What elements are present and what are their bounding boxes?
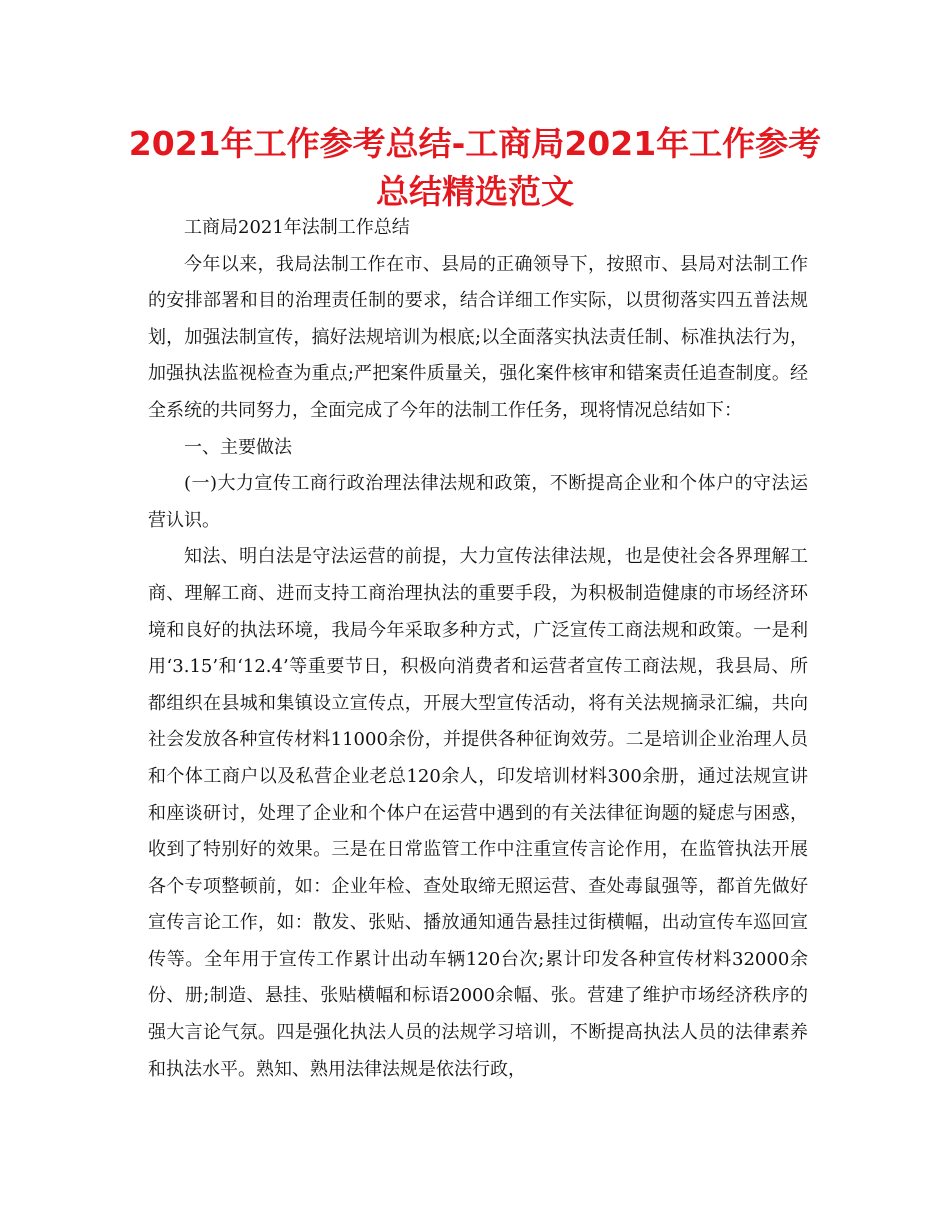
page-title: 2021年工作参考总结-工商局2021年工作参考总结精选范文 (128, 124, 822, 211)
section-heading: 工商局2021年法制工作总结 (184, 217, 410, 238)
subsection-heading: (一)大力宣传工商行政治理法律法规和政策，不断提高企业和个体户的守法运营认识。 (148, 473, 808, 531)
intro-paragraph: 今年以来，我局法制工作在市、县局的正确领导下，按照市、县局对法制工作的安排部署和目的治理责任制的要求，结合详细工作实际，以贯彻落实四五普法规划，加强法制宣传，搞好法规培训为根底;以全面落实执法责任制、标准执法行为，加强执法监视检查为重点;严把案件质量关，强化案件核审和错案责任追查制度。经全系统的共同努力，全面完成了今年的法制工作任务，现将情况总结如下： (148, 253, 808, 421)
section-heading-main-practices: 一、主要做法 (184, 436, 292, 458)
document-body (148, 210, 808, 1088)
body-paragraph: 知法、明白法是守法运营的前提，大力宣传法律法规，也是使社会各界理解工商、理解工商、进而支持工商治理执法的重要手段，为积极制造健康的市场经济环境和良好的执法环境，我局今年采取多种方式，广泛宣传工商法规和政策。一是利用‘3.15’和‘12.4’等重要节日，积极向消费者和运营者宣传工商法规，我县局、所都组织在县城和集镇设立宣传点，开展大型宣传活动，将有关法规摘录汇编，共向社会发放各种宣传材料11000余份，并提供各种征询效劳。二是培训企业治理人员和个体工商户以及私营企业老总120余人，印发培训材料300余册，通过法规宣讲和座谈研讨，处理了企业和个体户在运营中遇到的有关法律征询题的疑虑与困惑，收到了特别好的效果。三是在日常监管工作中注重宣传言论作用，在监管执法开展各个专项整顿前，如：企业年检、查处取缔无照运营、查处毒鼠强等，都首先做好宣传言论工作，如：散发、张贴、播放通知通告悬挂过街横幅，出动宣传车巡回宣传等。全年用于宣传工作累计出动车辆120台次;累计印发各种宣传材料32000余份、册;制造、悬挂、张贴横幅和标语2000余幅、张。营建了维护市场经济秩序的强大言论气氛。四是强化执法人员的法规学习培训，不断提高执法人员的法律素养和执法水平。熟知、熟用法律法规是依法行政， (148, 546, 808, 1080)
